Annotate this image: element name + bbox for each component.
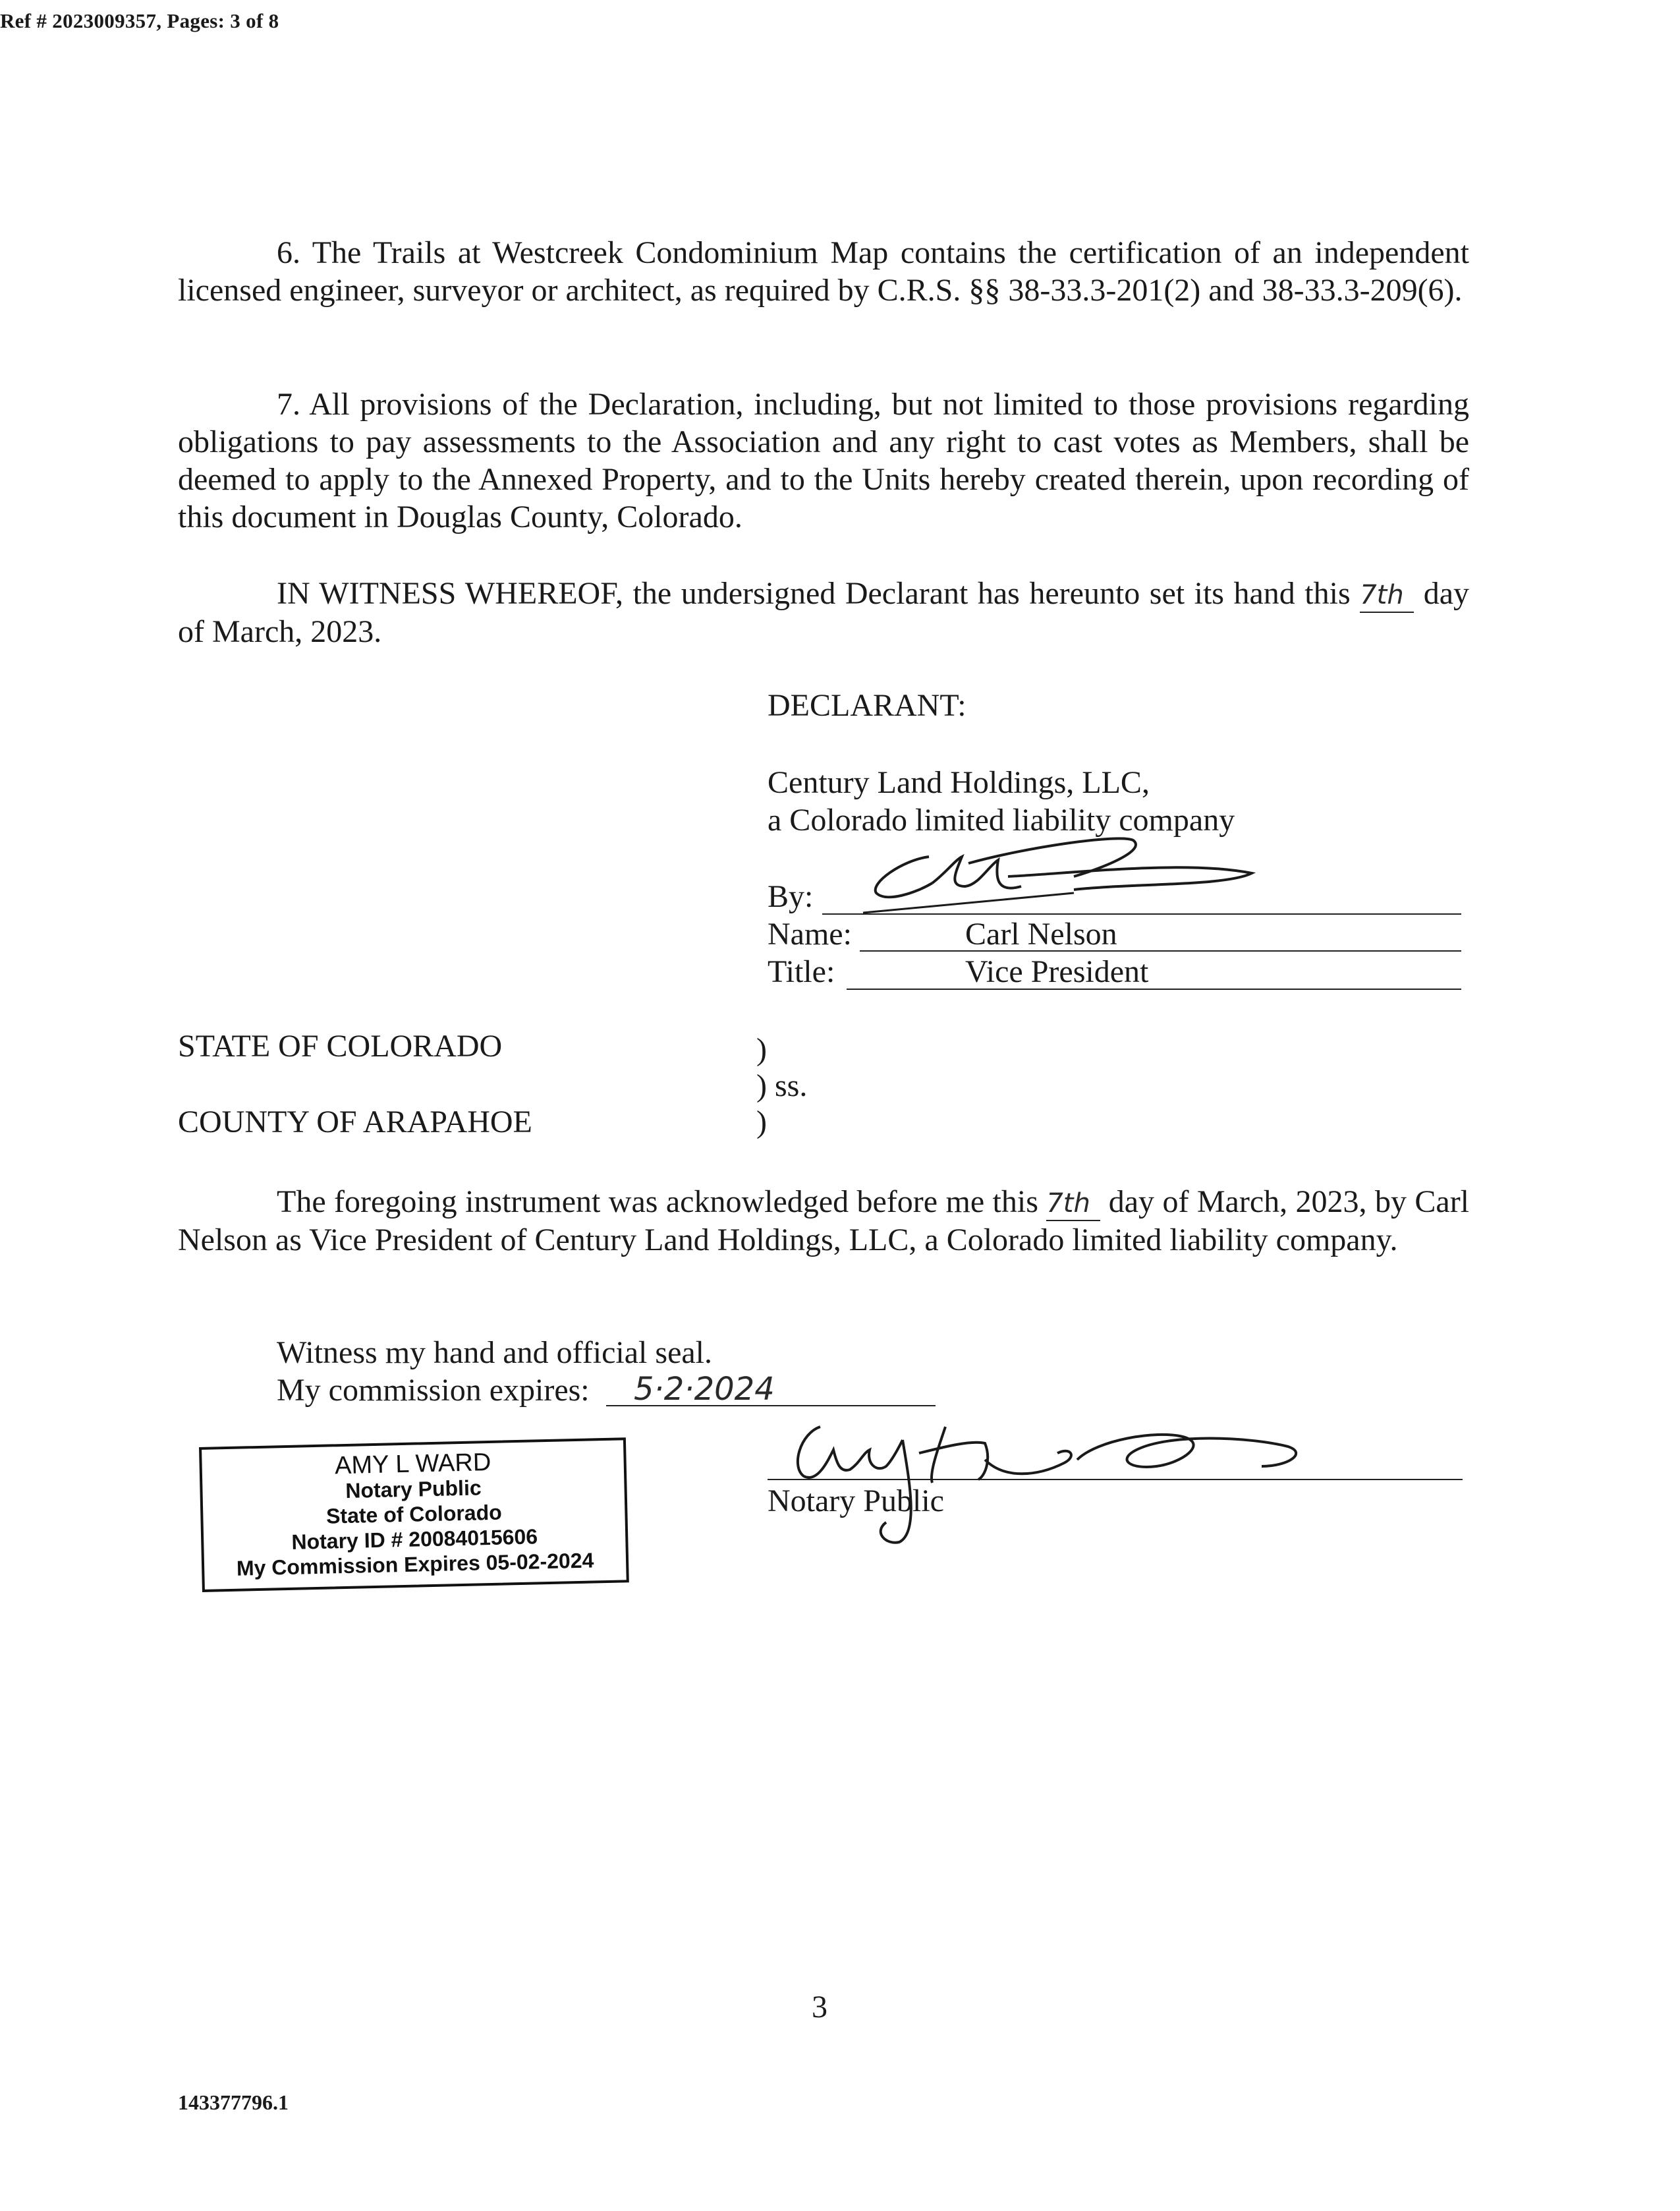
recording-reference: Ref # 2023009357, Pages: 3 of 8 xyxy=(0,9,279,32)
notary-public-label: Notary Public xyxy=(768,1483,944,1518)
declarant-company-type: a Colorado limited liability company xyxy=(768,803,1235,838)
title-label: Title: xyxy=(768,954,835,989)
name-line xyxy=(860,950,1461,952)
page-number: 3 xyxy=(812,1990,827,2024)
document-id: 143377796.1 xyxy=(178,2090,289,2114)
commission-label: My commission expires: xyxy=(277,1373,590,1408)
commission-value: 5·2·2024 xyxy=(634,1371,775,1408)
stamp-name: AMY L WARD xyxy=(334,1448,491,1480)
venue-paren-ss: ) ss. xyxy=(756,1068,808,1103)
stamp-notary-id: Notary ID # 20084015606 xyxy=(291,1524,538,1554)
venue-paren-3: ) xyxy=(756,1105,767,1139)
witness-seal-line: Witness my hand and official seal. xyxy=(277,1335,713,1370)
notary-stamp xyxy=(199,1437,629,1592)
stamp-expires: My Commission Expires 05-02-2024 xyxy=(236,1548,594,1580)
witness-suffix: day of March, 2023. xyxy=(178,576,1470,649)
paragraph-7-text: 7. All provisions of the Declaration, including, but not limited to those provisions regarding obligations to pay assessments to the Association and any right to cast votes as Members, shall be deemed to apply to the Annexed Property, and to the Units hereby created therein, upon recording of this document in Douglas County, Colorado. xyxy=(178,387,1469,534)
stamp-title: Notary Public xyxy=(345,1476,482,1503)
declarant-company: Century Land Holdings, LLC, xyxy=(768,765,1150,800)
witness-day-blank xyxy=(1360,577,1414,613)
name-label: Name: xyxy=(768,917,852,952)
venue-state: STATE OF COLORADO xyxy=(178,1029,503,1064)
witness-paragraph xyxy=(178,575,1469,650)
notary-signature xyxy=(787,1400,1314,1559)
paragraph-6 xyxy=(178,234,1469,309)
declarant-heading: DECLARANT: xyxy=(768,688,966,723)
title-value: Vice President xyxy=(965,954,1149,989)
by-label: By: xyxy=(768,879,814,914)
acknowledgment-day-blank xyxy=(1046,1186,1100,1221)
witness-day: 7th xyxy=(1360,580,1404,610)
title-line xyxy=(847,989,1461,990)
declarant-signature xyxy=(856,820,1265,926)
acknowledgment-suffix: day of March, 2023, by Carl Nelson as Vice President of Century Land Holdings, LLC, a Colorado limited liability company. xyxy=(178,1184,1470,1257)
stamp-state: State of Colorado xyxy=(325,1500,503,1528)
acknowledgment-prefix: The foregoing instrument was acknowledged before me this xyxy=(277,1184,1038,1219)
acknowledgment-day: 7th xyxy=(1046,1188,1090,1219)
paragraph-6-text: 6. The Trails at Westcreek Condominium Map contains the certification of an independent licensed engineer, surveyor or architect, as required by C.R.S. §§ 38-33.3-201(2) and 38-33.3-209(6). xyxy=(178,235,1469,308)
venue-paren-1: ) xyxy=(756,1032,767,1067)
acknowledgment-paragraph xyxy=(178,1183,1469,1259)
venue-county: COUNTY OF ARAPAHOE xyxy=(178,1105,532,1139)
witness-prefix: IN WITNESS WHEREOF, the undersigned Declarant has hereunto set its hand this xyxy=(277,576,1351,611)
paragraph-7 xyxy=(178,386,1469,536)
name-value: Carl Nelson xyxy=(965,917,1117,952)
